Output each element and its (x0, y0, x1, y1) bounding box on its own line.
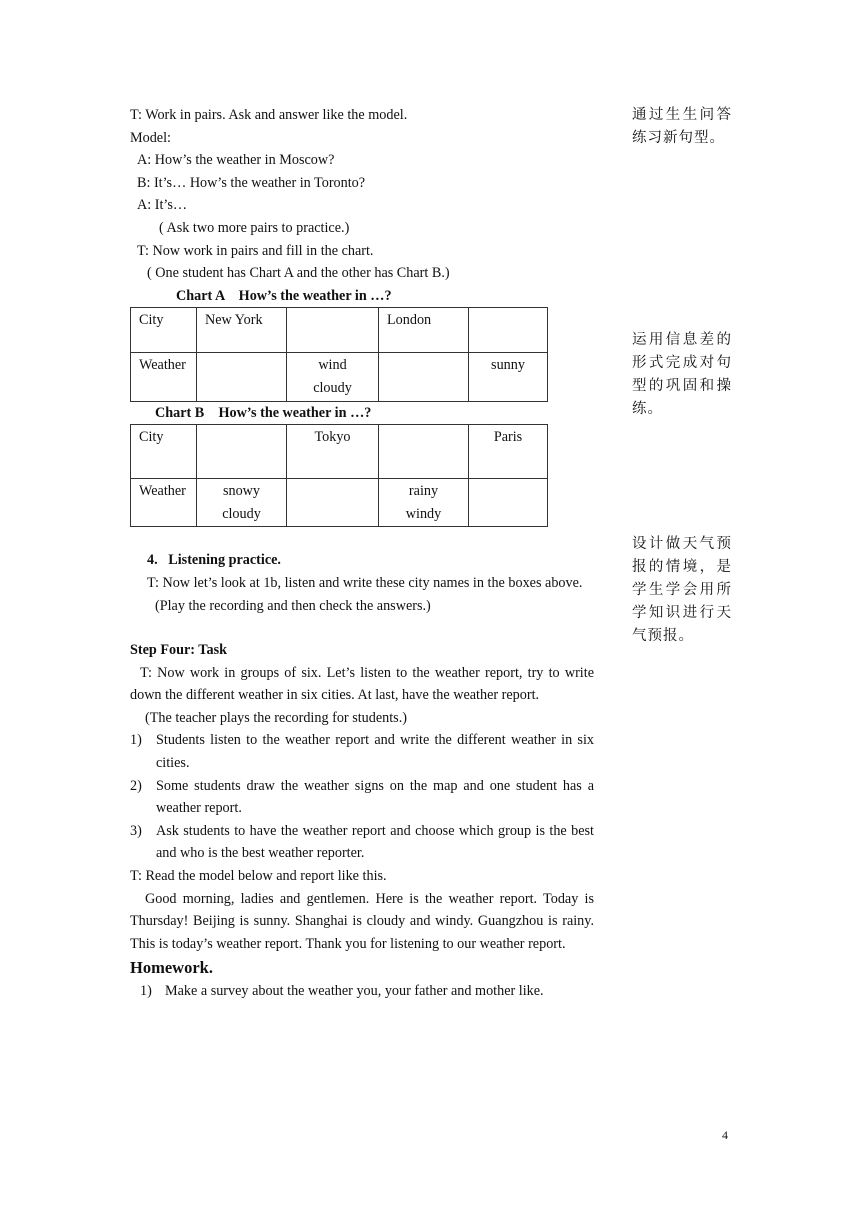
table-cell: Tokyo (287, 425, 379, 479)
chart-a-table (130, 307, 548, 401)
list-number: 1) (130, 732, 142, 749)
table-cell: sunny (469, 353, 548, 401)
table-cell (379, 353, 469, 401)
read-model-line: T: Read the model below and report like this. (130, 868, 387, 885)
side-note: 设计做天气预报的情境，是学生学会用所学知识进行天气预报。 (632, 536, 732, 644)
table-cell (379, 425, 469, 479)
table-cell (197, 425, 287, 479)
table-cell: City (131, 425, 197, 479)
table-cell: rainy windy (379, 479, 469, 527)
spacer (130, 617, 594, 639)
table-cell: Weather (131, 479, 197, 527)
instruction-line: T: Now work in pairs and fill in the chart. (137, 242, 374, 259)
list-item (130, 729, 594, 774)
table-cell: Weather (131, 353, 197, 401)
list-text: Some students draw the weather signs on the map and one student has a weather report. (156, 777, 594, 817)
dialogue-line: B: It’s… How’s the weather in Toronto? (137, 174, 366, 191)
listening-section (130, 549, 594, 617)
list-item (130, 775, 594, 820)
spacer (130, 527, 594, 549)
step-four-heading: Step Four: Task (130, 642, 227, 659)
homework-heading: Homework. (130, 958, 213, 978)
instruction-line: T: Work in pairs. Ask and answer like the model. (130, 107, 408, 123)
table-cell (287, 308, 379, 353)
page-number: 4 (722, 1128, 728, 1142)
dialogue-line: A: It’s… (137, 197, 188, 214)
table-cell: New York (197, 308, 287, 353)
model-label: Model: (130, 129, 171, 146)
list-text: Make a survey about the weather you, your father and mother like. (165, 983, 544, 1000)
weather-report-text: Good morning, ladies and gentlemen. Here is the weather report. Today is Thursday! Beijing is sunny. Shanghai is cloudy and windy. Guangzhou is rainy. This is today’s weather report. Thank you for listening to our weather report. (130, 890, 594, 952)
dialogue-line: A: How’s the weather in Moscow? (137, 152, 335, 169)
list-text: Students listen to the weather report and write the different weather in six cities. (156, 732, 594, 772)
table-cell: London (379, 308, 469, 353)
chart-a-title: Chart A How’s the weather in …? (176, 287, 392, 304)
table-cell (469, 479, 548, 527)
table-cell: Paris (469, 425, 548, 479)
table-cell: snowy cloudy (197, 479, 287, 527)
listening-note: (Play the recording and then check the answers.) (155, 597, 431, 614)
main-column (130, 104, 594, 1003)
side-note: 运用信息差的形式完成对句型的巩固和操练。 (632, 332, 732, 417)
chart-b-weather-row (131, 479, 548, 527)
side-note: 通过生生问答练习新句型。 (632, 107, 732, 146)
chart-b-title: Chart B How’s the weather in …? (155, 404, 372, 421)
chart-a-city-row (131, 308, 548, 353)
chart-note: ( One student has Chart A and the other has Chart B.) (147, 265, 450, 282)
list-number: 2) (130, 777, 142, 794)
step-four-note: (The teacher plays the recording for students.) (145, 709, 407, 726)
list-text: Ask students to have the weather report and choose which group is the best and who is the best weather reporter. (156, 822, 594, 862)
chart-b-table (130, 424, 548, 527)
practice-note: ( Ask two more pairs to practice.) (159, 219, 350, 236)
chart-a-weather-row (131, 353, 548, 401)
list-number: 3) (130, 822, 142, 839)
listening-text: T: Now let’s look at 1b, listen and write these city names in the boxes above. (147, 574, 583, 591)
list-number: 1) (140, 983, 152, 1000)
table-cell (197, 353, 287, 401)
listening-heading: 4. Listening practice. (147, 552, 281, 569)
table-cell (469, 308, 548, 353)
table-cell: City (131, 308, 197, 353)
list-item (130, 820, 594, 865)
chart-b-city-row (131, 425, 548, 479)
table-cell (287, 479, 379, 527)
list-item (140, 980, 594, 1003)
step-four-paragraph: T: Now work in groups of six. Let’s listen to the weather report, try to write down the different weather in six cities. At last, have the weather report. (130, 664, 594, 704)
table-cell: wind cloudy (287, 353, 379, 401)
